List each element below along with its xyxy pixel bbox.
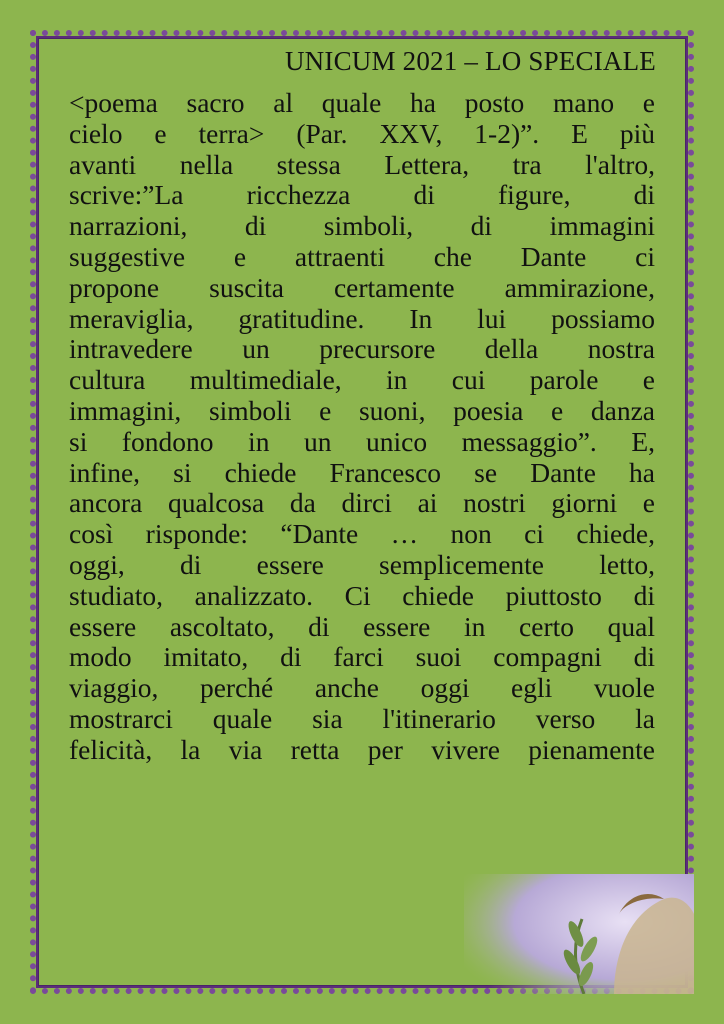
body-text: [69, 88, 655, 766]
text-line: oggi, di essere semplicemente letto,: [69, 548, 655, 580]
text-line: viaggio, perché anche oggi egli vuole: [69, 672, 655, 704]
text-line: cultura multimediale, in cui parole e: [69, 364, 655, 396]
text-line: intravedere un precursore della nostra: [69, 333, 655, 365]
text-line: modo imitato, di farci suoi compagni di: [69, 641, 655, 673]
text-line: ancora qualcosa da dirci ai nostri giorni e: [69, 487, 655, 519]
text-line: essere ascoltato, di essere in certo qual: [69, 610, 655, 642]
text-line: si fondono in un unico messaggio”. E,: [69, 425, 655, 457]
page-header: UNICUM 2021 – LO SPECIALE: [284, 46, 656, 76]
text-line: mostrarci quale sia l'itinerario verso la: [69, 702, 655, 734]
text-line: avanti nella stessa Lettera, tra l'altro,: [69, 148, 655, 180]
text-line: narrazioni, di simboli, di immagini: [69, 210, 655, 242]
text-line: cielo e terra> (Par. XXV, 1-2)”. E più: [69, 117, 655, 149]
text-line: felicità, la via retta per vivere pienamente: [69, 733, 655, 765]
text-line: così risponde: “Dante … non ci chiede,: [69, 518, 655, 550]
text-line: scrive:”La ricchezza di figure, di: [69, 179, 655, 211]
text-line: meraviglia, gratitudine. In lui possiamo: [69, 302, 655, 334]
text-line: <poema sacro al quale ha posto mano e: [69, 87, 655, 118]
text-line: suggestive e attraenti che Dante ci: [69, 240, 655, 272]
text-line: studiato, analizzato. Ci chiede piuttosto di: [69, 579, 655, 611]
text-line: propone suscita certamente ammirazione,: [69, 271, 655, 303]
dante-portrait-image: [464, 874, 694, 994]
text-line: infine, si chiede Francesco se Dante ha: [69, 456, 655, 488]
text-line: immagini, simboli e suoni, poesia e danza: [69, 394, 655, 426]
